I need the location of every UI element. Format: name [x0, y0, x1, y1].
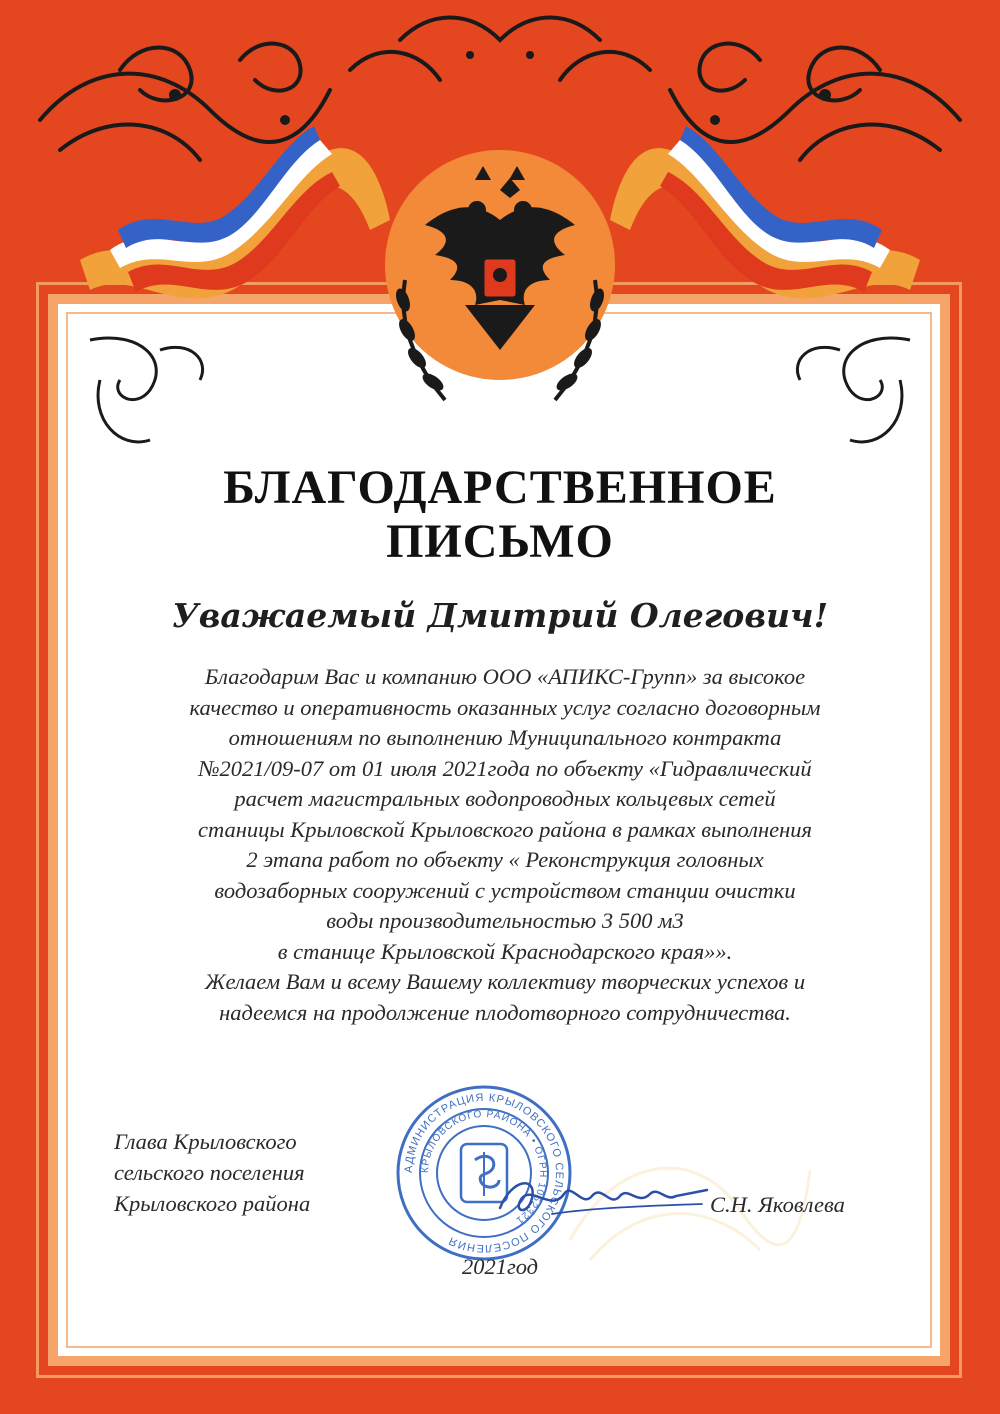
body-line: Желаем Вам и всему Вашему коллективу творческих успехов и — [204, 969, 806, 994]
handwritten-signature-icon — [492, 1168, 712, 1228]
body-line: надеемся на продолжение плодотворного сотрудничества. — [219, 999, 791, 1025]
body-line: станицы Крыловской Крыловского района в рамках выполнения — [198, 816, 812, 842]
letter-body — [110, 662, 900, 1028]
body-line: отношениям по выполнению Муниципального контракта — [228, 725, 782, 750]
body-line: в станице Крыловской Краснодарского края»». — [277, 938, 733, 964]
body-line: воды производительностью 3 500 м3 — [326, 908, 684, 933]
body-line: качество и оперативность оказанных услуг согласно договорным — [189, 694, 821, 720]
document-year: 2021год — [461, 1254, 539, 1279]
body-line: 2 этапа работ по объекту « Реконструкция головных — [246, 847, 764, 872]
signer-position — [114, 1126, 374, 1219]
left-ribbon-icon — [70, 110, 400, 330]
right-ribbon-icon — [600, 110, 930, 330]
left-corner-swirl — [80, 320, 230, 470]
greeting: Уважаемый Дмитрий Олегович! — [171, 596, 829, 635]
svg-text:АДМИНИСТРАЦИЯ КРЫЛОВСКОГО СЕЛЬ: АДМИНИСТРАЦИЯ КРЫЛОВСКОГО СЕЛЬСКОГО ПОСЕЛЕНИЯ — [402, 1091, 566, 1255]
svg-text:КРЫЛОВСКОГО РАЙОНА • ОГРН 1052: КРЫЛОВСКОГО РАЙОНА • ОГРН 1052321 — [419, 1108, 549, 1227]
body-line: водозаборных сооружений с устройством станции очистки — [214, 877, 796, 903]
document-title-line-1: БЛАГОДАРСТВЕННОЕ — [223, 461, 777, 514]
signer-position-line: сельского поселения — [114, 1160, 305, 1185]
signer-position-line: Глава Крыловского — [114, 1129, 297, 1154]
document-title-line-2: ПИСЬМО — [386, 515, 614, 568]
signer-position-line: Крыловского района — [114, 1191, 311, 1216]
signer-name: С.Н. Яковлева — [710, 1192, 845, 1217]
body-line: расчет магистральных водопроводных кольцевых сетей — [234, 786, 776, 811]
body-line: Благодарим Вас и компанию ООО «АПИКС-Групп» за высокое — [204, 664, 806, 689]
right-corner-swirl — [770, 320, 920, 470]
body-line: №2021/09-07 от 01 июля 2021года по объекту «Гидравлический — [198, 755, 812, 781]
coat-of-arms-icon — [355, 130, 645, 450]
